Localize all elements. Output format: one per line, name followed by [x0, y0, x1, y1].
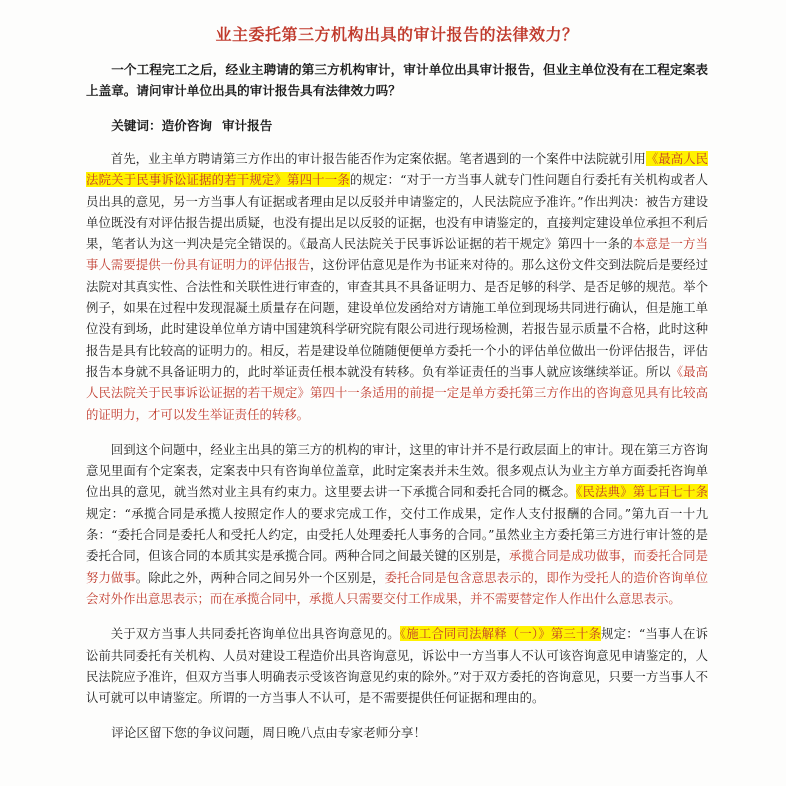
highlighted-citation: 《最高人民法院关于民事诉讼证据的若干规定》: [86, 151, 709, 188]
text-run: ，这份评估意见是作为书证来对待的。那么这份文件交到法院后是要经过法院对其真实性、合法性和关联性进行审查的，审查其具不具备证明力、是否足够的科学、是否足够的规范。举个例子，如果在过程中发现混凝土质量存在问题，建设单位发函给对方请施工单位到现场共同进行确认，但是施工单位没有到场，此时建设单位单方请中国建筑科学研究院有限公司进行现场检测，若报告显示质量不合格，此时这种报告是具有比较高的证明力的。相反，若是建设单位随随便便单方委托一个小的评估单位做出一份评估报告，评估报告本身就不具备证明力的，此时举证责任根本就没有转移。负有举证责任的当事人就应该继续举证。所以: [86, 257, 709, 379]
highlighted-citation: 第四十一条: [287, 172, 350, 188]
text-run: 首先，业主单方聘请第三方作出的审计报告能否作为定案依据。笔者遇到的一个案件中法院就引用: [110, 151, 646, 166]
highlighted-citation: 《施工合同司法解释（一）》第三十条: [399, 626, 602, 642]
text-run: 规定：“当事人在诉讼前共同委托有关机构、人员对建设工程造价出具咨询意见，诉讼中一方当事人不认可该咨询意见申请鉴定的，人民法院应予准许，但双方当事人明确表示受该咨询意见约束的除外。”对于双方委托的咨询意见，只要一方当事人不认可就可以申请鉴定。所谓的一方当事人不认可，是不需要提供任何证据和理由的。: [86, 626, 709, 706]
emphasis-text: 承揽合同是成功做事，而委托合同是努力做事: [86, 548, 709, 585]
keywords-line: [86, 115, 708, 134]
text-run: 的规定：“对于一方当事人就专门性问题自行委托有关机构或者人员出具的意见，另一方当事人有证据或者理由足以反驳并申请鉴定的，人民法院应予准许。”作出判决：被告方建设单位既没有对评估报告提出质疑，也没有提出足以反驳的证据，也没有申请鉴定的，直接判定建设单位承担不利后果，笔者认为这一判决是完全错误的。《最高人民法院关于民事诉讼证据的若干规定》第四十一条的: [86, 172, 708, 252]
page-title: 业主委托第三方机构出具的审计报告的法律效力？: [215, 25, 579, 44]
keywords-label: 关键词：造价咨询: [111, 118, 212, 133]
text-run: 关于双方当事人共同委托咨询单位出具咨询意见的。: [110, 626, 400, 642]
emphasis-text: 委托合同是包含意思表示的，即作为受托人的造价咨询单位会对外作出意思表示；而在承揽合同中，承揽人只需要交付工作成果，并不需要替定作人作出什么意思表示。: [86, 569, 709, 606]
footer-note: 评论区留下您的争议问题，周日晚八点由专家老师分享！: [111, 725, 427, 741]
highlighted-citation: 《民法典》第七百七十条: [576, 484, 708, 500]
paragraph-2: [86, 439, 708, 609]
emphasis-text: 《最高人民法院关于民事诉讼证据的若干规定》第四十一条适用的前提一定是单方委托第三方作出的咨询意见具有比较高的证明力，才可以发生举证责任的转移。: [86, 363, 709, 422]
text-run: 规定：“承揽合同是承揽人按照定作人的要求完成工作，交付工作成果，定作人支付报酬的合同。”第九百一十九条：“委托合同是委托人和受托人约定，由受托人处理委托人事务的合同。”虽然业主方委托第三方进行审计签的是委托合同，但该合同的本质其实是承揽合同。两种合同之间最关键的区别是，: [86, 505, 708, 564]
paragraph-3: [86, 623, 708, 708]
paragraph-1: [86, 148, 708, 425]
text-run: 回到这个问题中，经业主出具的第三方的机构的审计，这里的审计并不是行政层面上的审计。现在第三方咨询意见里面有个定案表，定案表中只有咨询单位盖章，此时定案表并未生效。很多观点认为业主方单方面委托咨询单位出具的意见，就当然对业主具有约束力。这里要去讲一下承揽合同和委托合同的概念。: [86, 441, 708, 500]
keywords-value: 审计报告: [221, 118, 273, 133]
emphasis-text: 本意是一方当事人需要提供一份具有证明力的评估报告: [86, 236, 708, 273]
text-run: 。除此之外，两种合同之间另外一个区别是，: [135, 569, 385, 585]
lead-question: 一个工程完工之后，经业主聘请的第三方机构审计，审计单位出具审计报告，但业主单位没有在工程定案表上盖章。请问审计单位出具的审计报告具有法律效力吗？: [86, 62, 708, 98]
